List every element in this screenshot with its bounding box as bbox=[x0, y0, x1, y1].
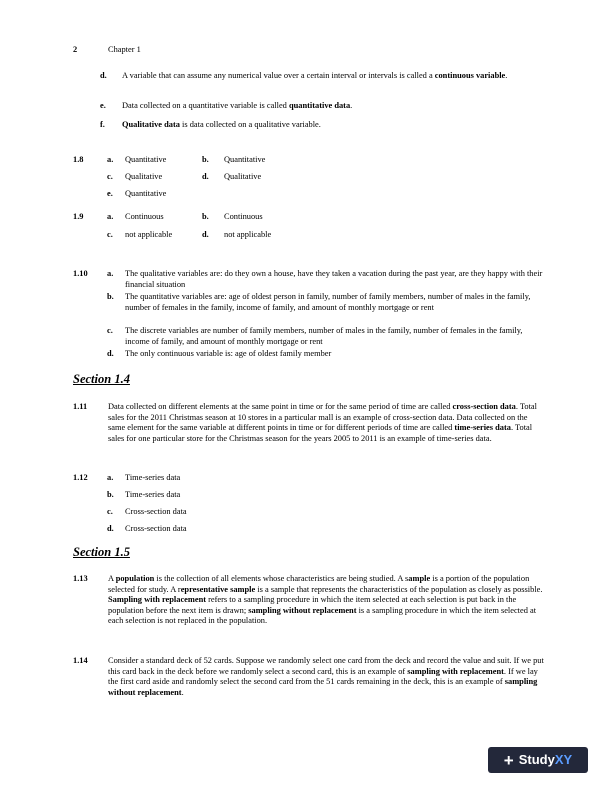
q113-bold1: population bbox=[115, 574, 155, 583]
q111-bold1: cross-section data bbox=[452, 402, 516, 411]
q113-part5: refers to a sampling procedure in which the item selected at each selection is put back in the population before the next item is drawn; bbox=[108, 595, 517, 615]
def-e-label: e. bbox=[100, 101, 106, 110]
def-d-bold: continuous variable bbox=[434, 71, 506, 80]
q18-d-text: Qualitative bbox=[224, 172, 262, 181]
section-heading-1-5: Section 1.5 bbox=[73, 545, 130, 559]
q18-e-label: e. bbox=[107, 189, 113, 198]
q110-b-label: b. bbox=[107, 292, 114, 301]
q114-number: 1.14 bbox=[73, 656, 88, 665]
q111-part2: . Total sales for the 2011 Christmas season at 10 stores in a particular mall is an example of cross-section data. Data collected on the same element for the same variable at different points in time or for different periods of time are called bbox=[108, 402, 537, 433]
q18-d-label: d. bbox=[202, 172, 209, 181]
q113-bold5: sampling without replacement bbox=[248, 605, 357, 615]
q114-bold2: sampling without replacement bbox=[108, 677, 538, 697]
section-heading-1-4: Section 1.4 bbox=[73, 372, 130, 386]
q114-text bbox=[108, 656, 544, 698]
q112-d-label: d. bbox=[107, 524, 114, 533]
q112-b-text: Time-series data bbox=[125, 490, 181, 499]
q19-c-text: not applicable bbox=[125, 230, 173, 239]
q18-e-text: Quantitative bbox=[125, 189, 167, 198]
q113-part4: is a sample that represents the characteristics of the population as closely as possible. bbox=[255, 584, 543, 594]
q18-a-label: a. bbox=[107, 155, 114, 164]
q111-part1: Data collected on different elements at the same point in time or for the same period of time are called bbox=[108, 402, 453, 411]
q112-a-text: Time-series data bbox=[125, 473, 181, 482]
q114-part2: . If we lay the first card aside and randomly select the second card from the 51 cards remaining in the deck, this is an example of bbox=[108, 666, 538, 687]
def-f-label: f. bbox=[100, 120, 105, 129]
q18-c-text: Qualitative bbox=[125, 172, 163, 181]
q111-number: 1.11 bbox=[73, 402, 88, 411]
q113-number: 1.13 bbox=[73, 574, 88, 583]
def-f-bold: Qualitative data bbox=[122, 120, 180, 129]
q111-bold2: time-series data bbox=[454, 423, 511, 433]
q110-c-label: c. bbox=[107, 326, 113, 335]
q112-c-label: c. bbox=[107, 507, 113, 516]
q113-bold4: Sampling with replacement bbox=[108, 595, 207, 605]
q19-d-text: not applicable bbox=[224, 230, 272, 239]
q113-part3: is a portion of the population selected for study. A r bbox=[108, 574, 530, 594]
def-e-body: Data collected on a quantitative variable is called bbox=[122, 101, 289, 110]
q110-c-text: The discrete variables are number of family members, number of males in the family, number of females in the family, income of family, and amount of monthly mortgage or rent bbox=[125, 326, 523, 346]
q111-text bbox=[108, 402, 546, 444]
q19-a-text: Continuous bbox=[125, 212, 164, 221]
chapter-title: Chapter 1 bbox=[108, 45, 141, 54]
q110-d-label: d. bbox=[107, 349, 114, 358]
q18-number: 1.8 bbox=[73, 155, 84, 164]
q111-part3: . Total sales for one particular store for the Christmas season for the years 2005 to 2011 is an example of time-series data. bbox=[108, 423, 533, 443]
q18-a-text: Quantitative bbox=[125, 155, 167, 164]
def-f-text bbox=[122, 120, 321, 131]
q112-a-label: a. bbox=[107, 473, 114, 482]
logo-text bbox=[518, 751, 573, 767]
q19-b-label: b. bbox=[202, 212, 209, 221]
q19-b-text: Continuous bbox=[224, 212, 263, 221]
def-d-end: . bbox=[505, 71, 508, 80]
q113-part1: A bbox=[108, 574, 116, 583]
q112-b-label: b. bbox=[107, 490, 114, 499]
plus-icon: + bbox=[503, 750, 514, 770]
def-d-text bbox=[122, 71, 522, 82]
q112-number: 1.12 bbox=[73, 473, 88, 482]
q18-b-text: Quantitative bbox=[224, 155, 266, 164]
q110-number: 1.10 bbox=[73, 269, 88, 278]
q113-bold3: epresentative sample bbox=[180, 584, 256, 594]
q19-d-label: d. bbox=[202, 230, 209, 239]
def-e-bold: quantitative data bbox=[288, 101, 351, 110]
def-d-body: A variable that can assume any numerical value over a certain interval or intervals is called a bbox=[122, 71, 433, 80]
q19-number: 1.9 bbox=[73, 212, 84, 221]
q110-d-text: The only continuous variable is: age of oldest family member bbox=[125, 349, 332, 358]
q18-c-label: c. bbox=[107, 172, 113, 181]
studyxy-logo bbox=[488, 747, 588, 773]
q113-text bbox=[108, 574, 544, 627]
logo-study: Study bbox=[518, 751, 555, 767]
q110-a-label: a. bbox=[107, 269, 114, 278]
q19-a-label: a. bbox=[107, 212, 114, 221]
q110-b-text: The quantitative variables are: age of oldest person in family, number of family members, number of males in the family, number of females in the family, income of family, and amount of monthly mortgage or rent bbox=[125, 292, 531, 312]
page-number: 2 bbox=[73, 45, 78, 54]
q114-part3: . bbox=[181, 687, 184, 697]
def-e-text bbox=[122, 101, 352, 112]
q114-part1: Consider a standard deck of 52 cards. Suppose we randomly select one card from the deck and record the value and suit. If we put this card back in the deck before we randomly select a second card, this is an example of bbox=[108, 656, 544, 676]
def-f-body: is data collected on a qualitative variable. bbox=[179, 120, 321, 129]
q110-a-text: The qualitative variables are: do they own a house, have they taken a vacation during the past year, are they happy with their financial situation bbox=[125, 269, 543, 289]
q113-bold2: ample bbox=[408, 574, 431, 583]
q112-c-text: Cross-section data bbox=[125, 507, 187, 516]
q113-part2: is the collection of all elements whose characteristics are being studied. A s bbox=[154, 574, 409, 583]
q113-part6: is a sampling procedure in which the item selected at each selection is not replaced in the population. bbox=[108, 605, 537, 626]
def-d-label: d. bbox=[100, 71, 107, 80]
q18-b-label: b. bbox=[202, 155, 209, 164]
q114-bold1: sampling with replacement bbox=[407, 666, 504, 676]
def-e-end: . bbox=[350, 101, 353, 110]
q112-d-text: Cross-section data bbox=[125, 524, 187, 533]
q19-c-label: c. bbox=[107, 230, 113, 239]
logo-xy: XY bbox=[554, 751, 573, 767]
